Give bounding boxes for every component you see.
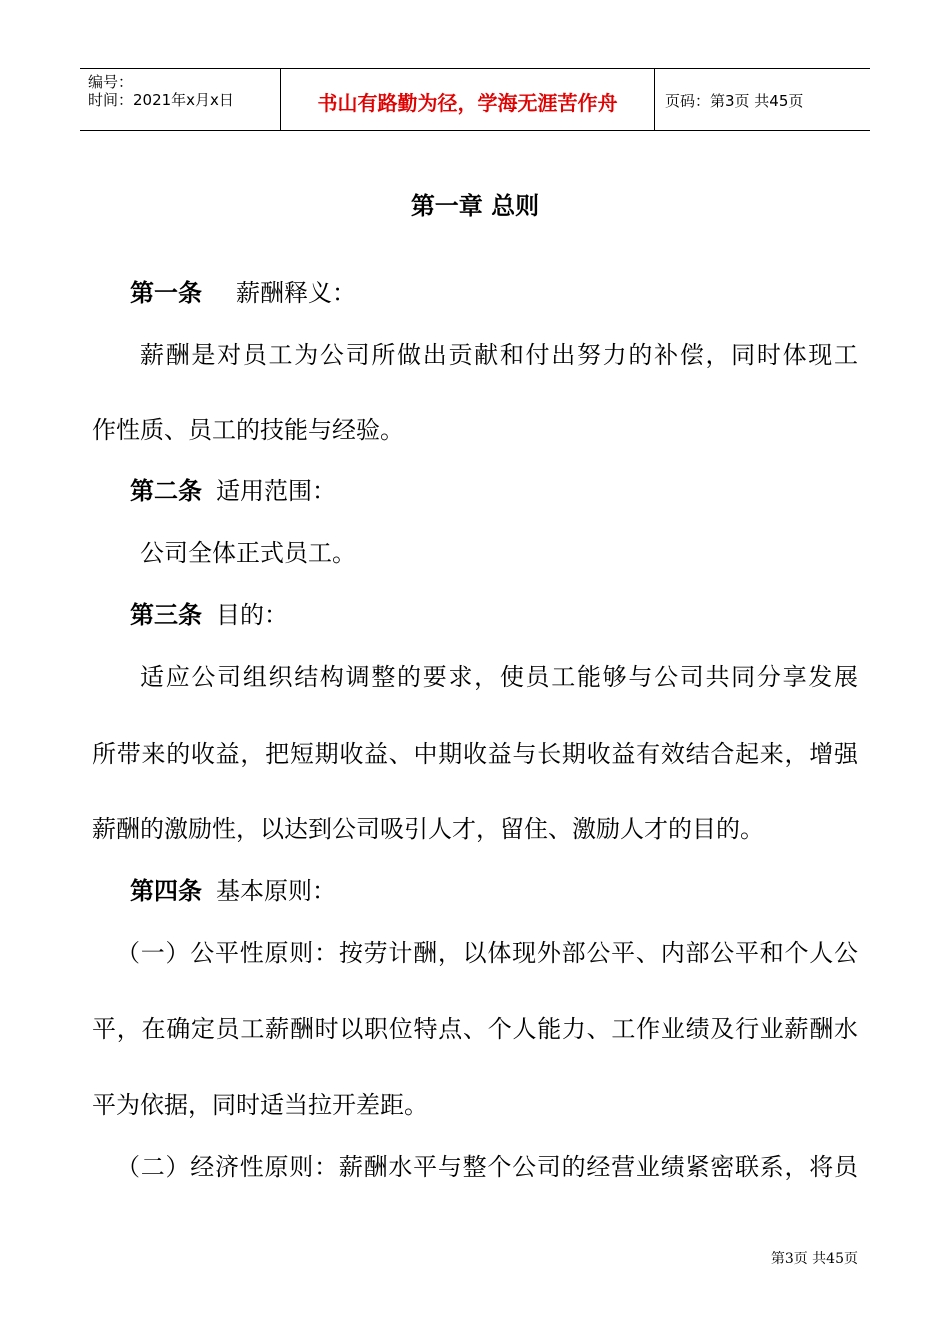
article-1-line-2: 作性质、员工的技能与经验。 <box>92 416 404 444</box>
article-4-line-1: （一）公平性原则：按劳计酬，以体现外部公平、内部公平和个人公 <box>116 939 858 967</box>
page-footer: 第3页 共45页 <box>770 1251 858 1267</box>
article-4-heading-line <box>130 876 336 906</box>
article-2-heading-line <box>130 476 336 506</box>
header-middle-cell <box>281 69 655 130</box>
article-1-number: 第一条 <box>130 279 202 307</box>
article-4-number: 第四条 <box>130 877 202 905</box>
document-header <box>80 68 870 131</box>
header-page-label: 页码：第3页 共45页 <box>665 92 804 110</box>
article-3-line-2: 所带来的收益，把短期收益、中期收益与长期收益有效结合起来，增强 <box>92 740 858 768</box>
header-left-cell <box>80 69 281 130</box>
article-1-heading-line <box>130 278 356 308</box>
article-4-line-4: （二）经济性原则：薪酬水平与整个公司的经营业绩紧密联系，将员 <box>116 1153 858 1181</box>
article-3-line-1: 适应公司组织结构调整的要求，使员工能够与公司共同分享发展 <box>140 663 858 691</box>
article-3-heading-line <box>130 600 288 630</box>
doc-time-label: 时间：2021年x月x日 <box>88 91 234 109</box>
article-1-title: 薪酬释义： <box>236 279 356 307</box>
article-2-title: 适用范围： <box>216 477 336 505</box>
article-2-number: 第二条 <box>130 477 202 505</box>
doc-number-label: 编号： <box>88 73 134 91</box>
header-right-cell <box>655 69 870 130</box>
article-3-line-3: 薪酬的激励性，以达到公司吸引人才，留住、激励人才的目的。 <box>92 815 764 843</box>
article-4-line-2: 平，在确定员工薪酬时以职位特点、个人能力、工作业绩及行业薪酬水 <box>92 1015 858 1043</box>
header-motto: 书山有路勤为径，学海无涯苦作舟 <box>317 91 618 115</box>
article-4-line-3: 平为依据，同时适当拉开差距。 <box>92 1091 428 1119</box>
article-1-line-1: 薪酬是对员工为公司所做出贡献和付出努力的补偿，同时体现工 <box>140 341 858 369</box>
article-4-title: 基本原则： <box>216 877 336 905</box>
article-3-title: 目的： <box>216 601 288 629</box>
article-2-line-1: 公司全体正式员工。 <box>140 539 356 567</box>
chapter-title: 第一章 总则 <box>410 192 540 220</box>
article-3-number: 第三条 <box>130 601 202 629</box>
